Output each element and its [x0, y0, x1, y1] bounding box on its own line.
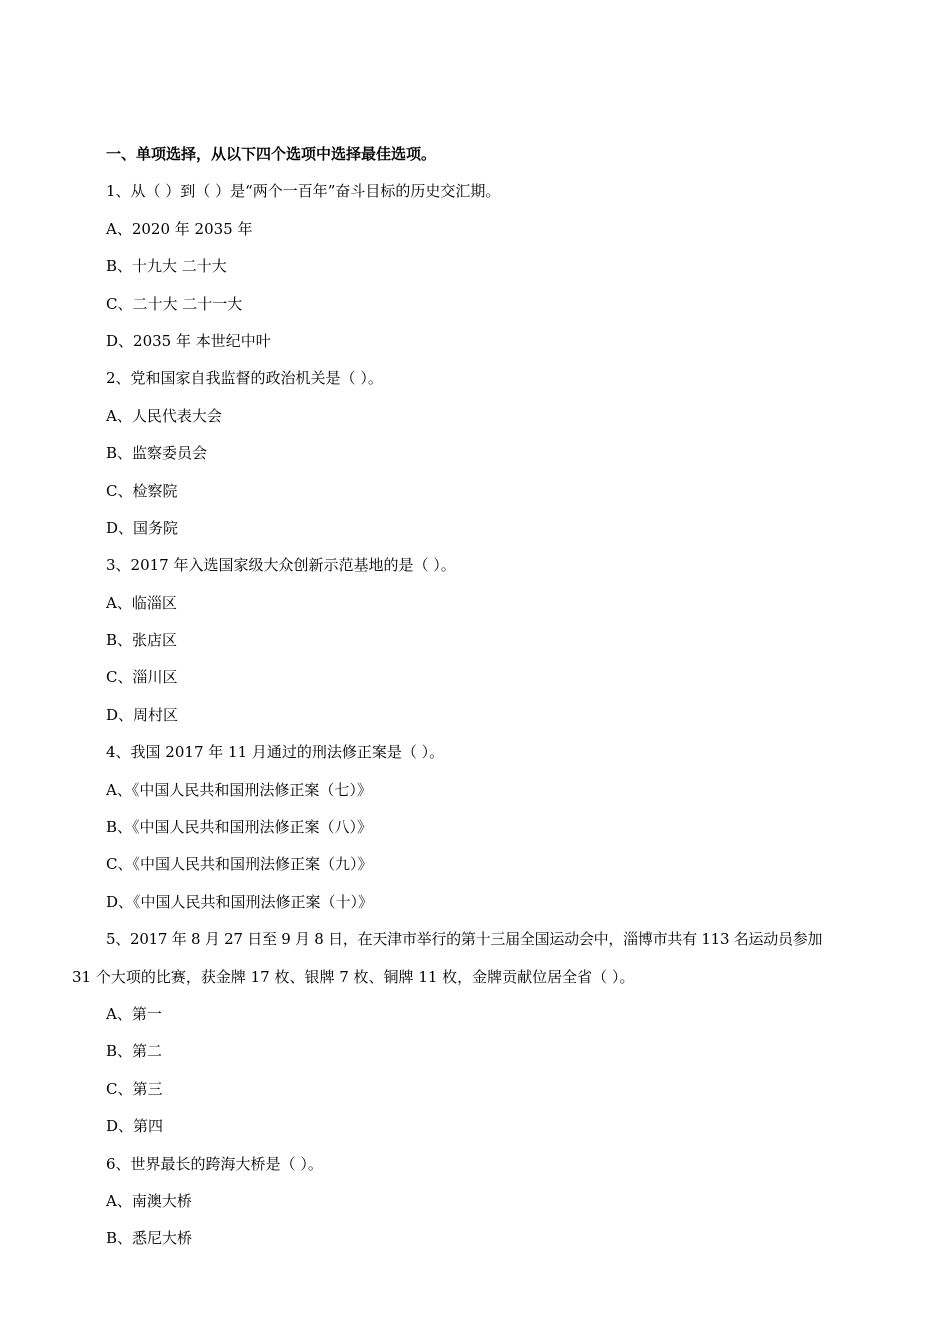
question-1-option-d: D、2035 年 本世纪中叶 — [106, 331, 271, 350]
question-2-option-b: B、监察委员会 — [106, 444, 208, 463]
question-2-stem: 2、党和国家自我监督的政治机关是（ ）。 — [106, 369, 383, 388]
question-4-option-d: D、《中国人民共和国刑法修正案（十）》 — [106, 892, 374, 911]
question-5-stem-line-1: 5、2017 年 8 月 27 日至 9 月 8 日，在天津市举行的第十三届全国运动会中，淄博市共有 113 名运动员参加 — [106, 930, 823, 949]
question-6-stem: 6、世界最长的跨海大桥是（ ）。 — [106, 1154, 323, 1173]
question-6-option-b: B、悉尼大桥 — [106, 1229, 193, 1248]
question-3-option-b: B、张店区 — [106, 631, 178, 650]
question-2-option-c: C、检察院 — [106, 481, 178, 500]
question-5-option-c: C、第三 — [106, 1079, 163, 1098]
question-1-option-a: A、2020 年 2035 年 — [106, 219, 253, 238]
question-3-option-a: A、临淄区 — [106, 593, 177, 612]
question-3-option-d: D、周村区 — [106, 705, 179, 724]
question-5-stem-line-2: 31 个大项的比赛，获金牌 17 枚、银牌 7 枚、铜牌 11 枚，金牌贡献位居全省（ ）。 — [72, 967, 635, 986]
question-3-option-c: C、淄川区 — [106, 668, 178, 687]
question-1-stem: 1、从（ ）到（ ）是“两个一百年”奋斗目标的历史交汇期。 — [106, 182, 501, 201]
question-4-option-c: C、《中国人民共和国刑法修正案（九）》 — [106, 855, 373, 874]
question-4-option-a: A、《中国人民共和国刑法修正案（七）》 — [106, 780, 372, 799]
question-2-option-a: A、人民代表大会 — [106, 406, 222, 425]
question-5-option-a: A、第一 — [106, 1004, 162, 1023]
question-4-stem: 4、我国 2017 年 11 月通过的刑法修正案是（ ）。 — [106, 743, 445, 762]
question-5-option-d: D、第四 — [106, 1117, 164, 1136]
exam-content — [72, 140, 886, 1262]
question-1-option-c: C、二十大 二十一大 — [106, 294, 243, 313]
question-2-option-d: D、国务院 — [106, 518, 179, 537]
question-3-stem: 3、2017 年入选国家级大众创新示范基地的是（ ）。 — [106, 556, 456, 575]
question-5-option-b: B、第二 — [106, 1042, 163, 1061]
question-1-option-b: B、十九大 二十大 — [106, 257, 227, 276]
question-4-option-b: B、《中国人民共和国刑法修正案（八）》 — [106, 818, 373, 837]
section-heading: 一、单项选择，从以下四个选项中选择最佳选项。 — [106, 145, 437, 163]
question-6-option-a: A、南澳大桥 — [106, 1191, 192, 1210]
